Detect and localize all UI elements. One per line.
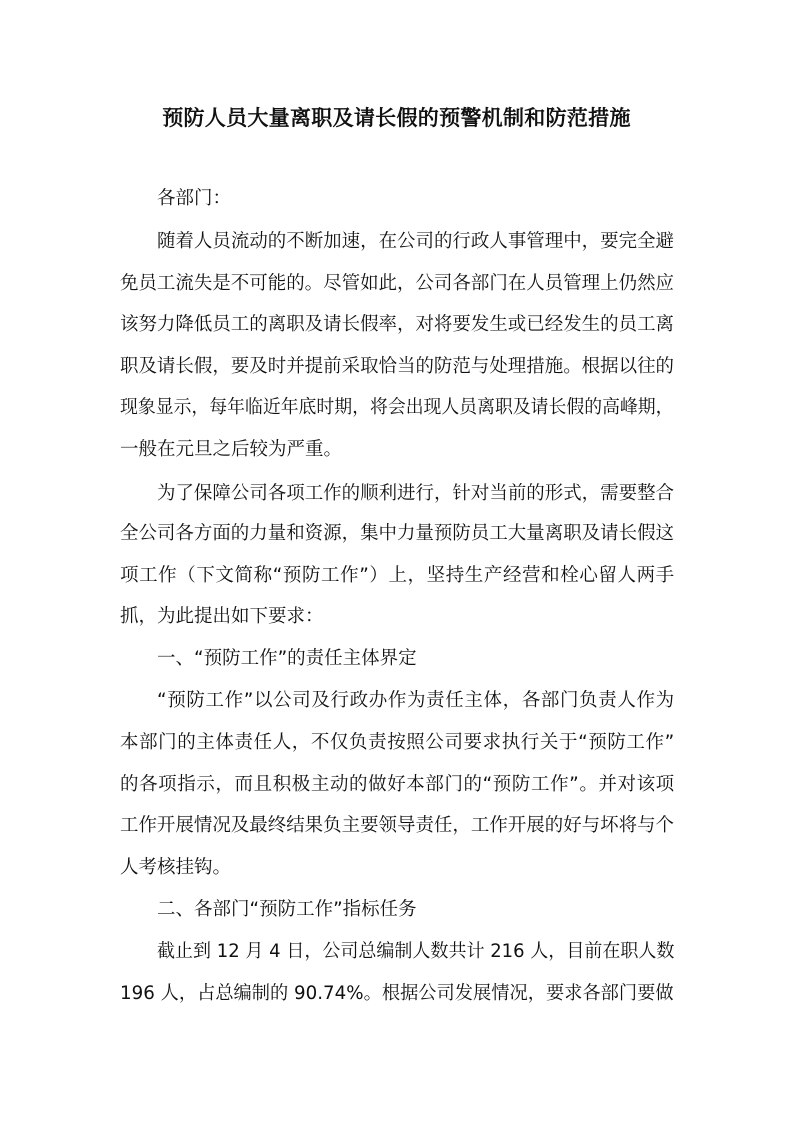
paragraph-line: 本部门的主体责任人，不仅负责按照公司要求执行关于“预防工作” bbox=[120, 732, 675, 753]
paragraph-line: 的各项指示，而且积极主动的做好本部门的“预防工作”。并对该项 bbox=[120, 774, 675, 795]
paragraph-line: 现象显示，每年临近年底时期，将会出现人员离职及请长假的高峰期， bbox=[120, 397, 674, 418]
paragraph-line: 免员工流失是不可能的。尽管如此，公司各部门在人员管理上仍然应 bbox=[120, 273, 675, 294]
paragraph-line: 全公司各方面的力量和资源，集中力量预防员工大量离职及请长假这 bbox=[120, 523, 675, 544]
paragraph-line: 该努力降低员工的离职及请长假率，对将要发生或已经发生的员工离 bbox=[120, 314, 675, 335]
paragraph-line: 196 人，占总编制的 90.74%。根据公司发展情况，要求各部门要做 bbox=[120, 983, 674, 1004]
paragraph-line: 工作开展情况及最终结果负主要领导责任，工作开展的好与坏将与个 bbox=[120, 815, 675, 836]
paragraph-line: 一般在元旦之后较为严重。 bbox=[120, 439, 343, 460]
section-heading-1: 一、“预防工作”的责任主体界定 bbox=[157, 648, 417, 669]
paragraph-line: 职及请长假，要及时并提前采取恰当的防范与处理措施。根据以往的 bbox=[120, 356, 675, 377]
paragraph-line: 随着人员流动的不断加速，在公司的行政人事管理中，要完全避 bbox=[157, 231, 675, 252]
document-title: 预防人员大量离职及请长假的预警机制和防范措施 bbox=[162, 106, 631, 130]
paragraph-line: 截止到 12 月 4 日，公司总编制人数共计 216 人，目前在职人数 bbox=[157, 941, 675, 962]
paragraph-line: “预防工作”以公司及行政办作为责任主体，各部门负责人作为 bbox=[157, 690, 675, 711]
paragraph-line: 为了保障公司各项工作的顺利进行，针对当前的形式，需要整合 bbox=[157, 483, 675, 504]
paragraph-line: 项工作（下文简称“预防工作”）上，坚持生产经营和栓心留人两手 bbox=[120, 565, 675, 586]
paragraph-line: 人考核挂钩。 bbox=[120, 857, 232, 878]
paragraph-line: 抓，为此提出如下要求： bbox=[120, 606, 324, 627]
salutation: 各部门： bbox=[157, 188, 232, 209]
section-heading-2: 二、各部门“预防工作”指标任务 bbox=[157, 899, 417, 920]
